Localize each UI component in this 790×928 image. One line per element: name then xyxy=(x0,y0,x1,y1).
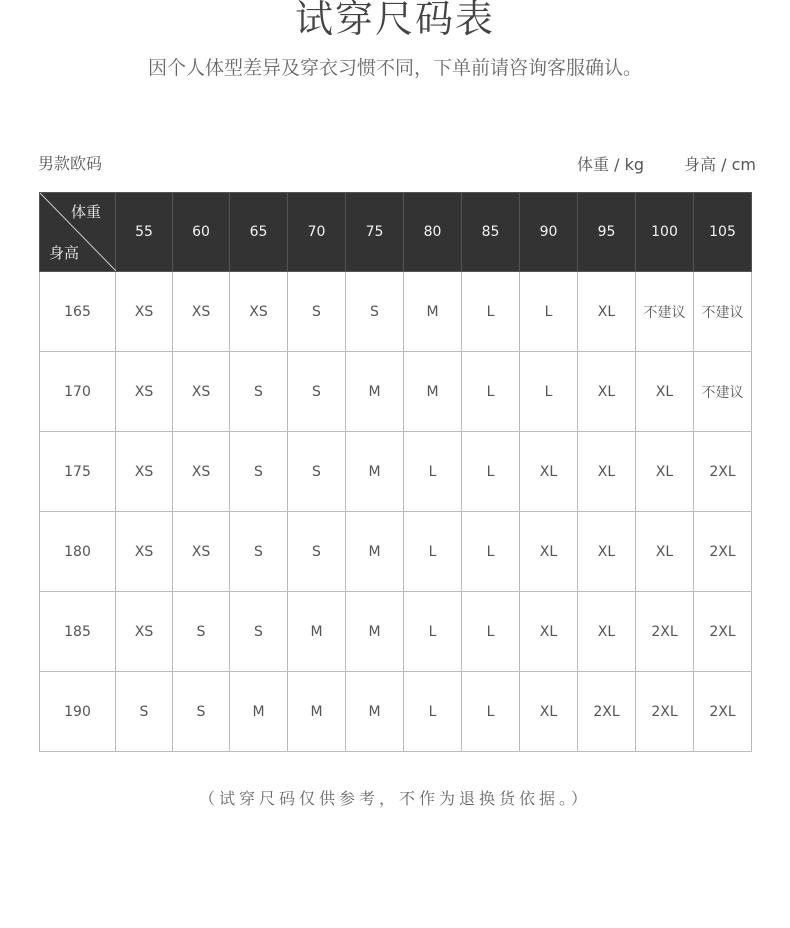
size-cell: M xyxy=(404,352,462,432)
weight-header-cell: 85 xyxy=(462,193,520,272)
table-header-row xyxy=(40,193,752,272)
size-cell: XS xyxy=(173,432,230,512)
size-cell: S xyxy=(230,432,288,512)
size-cell: XS xyxy=(230,272,288,352)
size-cell: L xyxy=(404,432,462,512)
table-row xyxy=(40,672,752,752)
size-cell: M xyxy=(404,272,462,352)
size-cell: S xyxy=(173,672,230,752)
size-cell: L xyxy=(520,272,578,352)
size-cell: XL xyxy=(578,352,636,432)
height-cell: 190 xyxy=(40,672,116,752)
section-label: 男款欧码 xyxy=(38,154,103,173)
weight-header-cell: 55 xyxy=(116,193,173,272)
size-cell: S xyxy=(116,672,173,752)
size-cell: 2XL xyxy=(694,512,752,592)
size-cell: 不建议 xyxy=(636,272,694,352)
size-cell: M xyxy=(346,432,404,512)
size-cell: L xyxy=(462,672,520,752)
size-cell: L xyxy=(520,352,578,432)
weight-header-cell: 100 xyxy=(636,193,694,272)
table-row xyxy=(40,272,752,352)
size-cell: XS xyxy=(116,432,173,512)
size-cell: L xyxy=(404,592,462,672)
size-cell: M xyxy=(346,672,404,752)
size-cell: XL xyxy=(636,512,694,592)
size-cell: XL xyxy=(578,272,636,352)
size-cell: M xyxy=(230,672,288,752)
size-cell: 2XL xyxy=(694,592,752,672)
size-cell: 不建议 xyxy=(694,352,752,432)
size-cell: L xyxy=(462,592,520,672)
size-cell: S xyxy=(173,592,230,672)
size-cell: XL xyxy=(636,352,694,432)
size-cell: XS xyxy=(116,512,173,592)
size-cell: S xyxy=(230,512,288,592)
size-cell: XS xyxy=(173,272,230,352)
weight-header-cell: 75 xyxy=(346,193,404,272)
size-cell: L xyxy=(404,512,462,592)
size-cell: XL xyxy=(520,672,578,752)
weight-header-cell: 70 xyxy=(288,193,346,272)
size-cell: S xyxy=(288,272,346,352)
size-cell: M xyxy=(288,592,346,672)
height-cell: 180 xyxy=(40,512,116,592)
size-cell: XL xyxy=(578,432,636,512)
size-cell: XL xyxy=(520,592,578,672)
table-row xyxy=(40,352,752,432)
table-row xyxy=(40,592,752,672)
height-cell: 170 xyxy=(40,352,116,432)
size-cell: XS xyxy=(173,352,230,432)
size-cell: XL xyxy=(520,432,578,512)
height-cell: 165 xyxy=(40,272,116,352)
weight-unit-label: 体重 / kg xyxy=(577,155,644,174)
size-cell: S xyxy=(288,432,346,512)
size-cell: XS xyxy=(173,512,230,592)
size-cell: XS xyxy=(116,592,173,672)
size-cell: S xyxy=(346,272,404,352)
size-cell: L xyxy=(404,672,462,752)
size-cell: S xyxy=(230,592,288,672)
size-cell: 2XL xyxy=(578,672,636,752)
corner-header-cell xyxy=(40,193,116,272)
weight-header-cell: 80 xyxy=(404,193,462,272)
size-cell: M xyxy=(346,592,404,672)
size-cell: S xyxy=(230,352,288,432)
height-cell: 175 xyxy=(40,432,116,512)
size-cell: M xyxy=(346,352,404,432)
size-cell: S xyxy=(288,512,346,592)
size-cell: XL xyxy=(578,592,636,672)
size-cell: 2XL xyxy=(636,672,694,752)
size-cell: M xyxy=(288,672,346,752)
size-cell: 2XL xyxy=(636,592,694,672)
size-cell: XS xyxy=(116,352,173,432)
size-cell: S xyxy=(288,352,346,432)
page-subtitle: 因个人体型差异及穿衣习惯不同，下单前请咨询客服确认。 xyxy=(147,57,642,79)
weight-header-cell: 65 xyxy=(230,193,288,272)
size-cell: XL xyxy=(520,512,578,592)
weight-header-cell: 95 xyxy=(578,193,636,272)
table-row xyxy=(40,512,752,592)
size-cell: XS xyxy=(116,272,173,352)
weight-header-cell: 105 xyxy=(694,193,752,272)
size-cell: 2XL xyxy=(694,672,752,752)
size-cell: 2XL xyxy=(694,432,752,512)
corner-weight-label: 体重 xyxy=(70,203,101,221)
size-cell: L xyxy=(462,272,520,352)
corner-height-label: 身高 xyxy=(49,244,80,262)
page-title: 试穿尺码表 xyxy=(294,0,495,41)
height-cell: 185 xyxy=(40,592,116,672)
size-cell: XL xyxy=(636,432,694,512)
table-body xyxy=(40,272,752,752)
size-cell: L xyxy=(462,512,520,592)
footnote: （试穿尺码仅供参考，不作为退换货依据。） xyxy=(198,789,591,808)
size-cell: M xyxy=(346,512,404,592)
size-cell: XL xyxy=(578,512,636,592)
table-row xyxy=(40,432,752,512)
size-cell: 不建议 xyxy=(694,272,752,352)
size-cell: L xyxy=(462,352,520,432)
size-chart-table xyxy=(39,192,752,752)
height-unit-label: 身高 / cm xyxy=(684,155,756,174)
size-cell: L xyxy=(462,432,520,512)
weight-header-cell: 90 xyxy=(520,193,578,272)
weight-header-cell: 60 xyxy=(173,193,230,272)
